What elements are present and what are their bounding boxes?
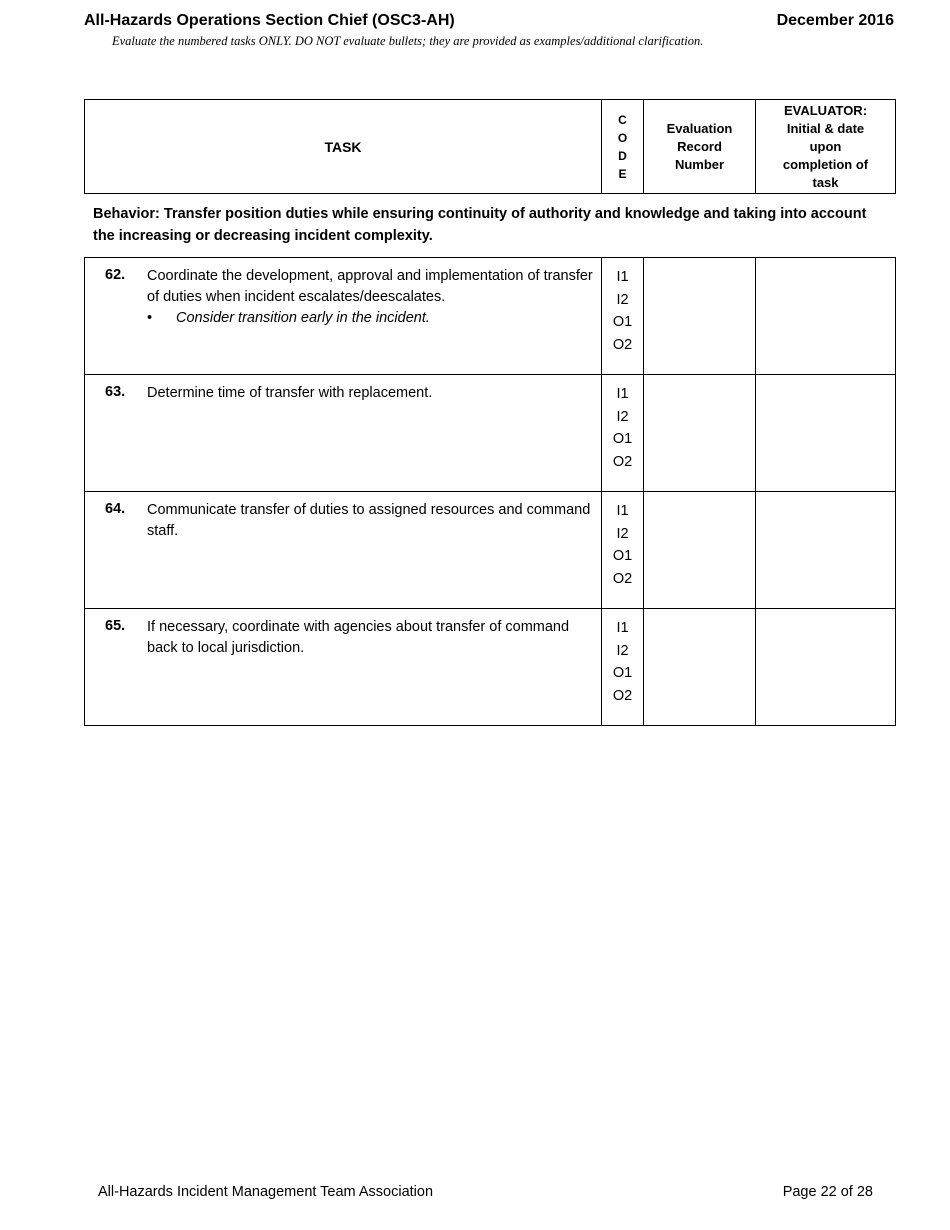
code-letter: O bbox=[617, 130, 628, 145]
document-date: December 2016 bbox=[776, 12, 894, 29]
task-column-header: TASK bbox=[85, 100, 602, 194]
evaluator-initial-cell[interactable] bbox=[756, 609, 896, 726]
header-line: Evaluation bbox=[666, 120, 733, 136]
table-row bbox=[85, 375, 896, 492]
code-cell bbox=[602, 258, 644, 375]
task-number: 64. bbox=[105, 501, 126, 517]
task-number: 65. bbox=[105, 618, 126, 634]
code-value: I2 bbox=[616, 525, 629, 542]
task-table bbox=[84, 257, 896, 726]
header-line: Initial & date bbox=[786, 120, 865, 136]
table-row bbox=[85, 609, 896, 726]
evaluation-record-cell[interactable] bbox=[644, 258, 756, 375]
evaluation-note: Evaluate the numbered tasks ONLY. DO NOT evaluate bullets; they are provided as examples/additional clarification. bbox=[112, 34, 704, 48]
behavior-statement: Behavior: Transfer position duties while ensuring continuity of authority and knowledge and taking into account the increasing or decreasing incident complexity. bbox=[93, 206, 867, 244]
evaluator-initial-cell[interactable] bbox=[756, 492, 896, 609]
code-value: I1 bbox=[616, 503, 629, 519]
table-row bbox=[85, 258, 896, 375]
evaluation-record-cell[interactable] bbox=[644, 492, 756, 609]
code-letter: E bbox=[618, 166, 627, 181]
task-number: 62. bbox=[105, 267, 126, 283]
code-value: O2 bbox=[612, 453, 633, 470]
code-value: O1 bbox=[612, 314, 633, 330]
task-cell bbox=[85, 609, 602, 726]
task-bullet: • Consider transition early in the incident. bbox=[147, 308, 593, 329]
header-line: completion of bbox=[782, 156, 869, 172]
evaluator-initial-cell[interactable] bbox=[756, 375, 896, 492]
code-letter: D bbox=[618, 148, 627, 163]
header-line: Number bbox=[674, 156, 725, 172]
code-value: I2 bbox=[616, 642, 629, 659]
evaluation-record-cell[interactable] bbox=[644, 375, 756, 492]
header-line: task bbox=[812, 174, 839, 190]
task-text: Determine time of transfer with replacement. bbox=[147, 385, 433, 401]
code-value: I2 bbox=[616, 408, 629, 425]
table-row bbox=[85, 492, 896, 609]
header-line: upon bbox=[809, 138, 842, 154]
code-value: I1 bbox=[616, 620, 629, 636]
code-column-header bbox=[602, 100, 644, 194]
code-value: O1 bbox=[612, 548, 633, 564]
code-value: I1 bbox=[616, 386, 629, 402]
footer-page-number: Page 22 of 28 bbox=[782, 1184, 873, 1200]
code-value: O2 bbox=[612, 336, 633, 353]
code-value: O2 bbox=[612, 687, 633, 704]
task-table-header bbox=[84, 99, 896, 194]
task-cell bbox=[85, 492, 602, 609]
task-text: Communicate transfer of duties to assigned resources and command staff. bbox=[147, 502, 591, 539]
code-letter: C bbox=[618, 112, 627, 127]
evaluator-initial-cell[interactable] bbox=[756, 258, 896, 375]
code-cell bbox=[602, 609, 644, 726]
task-text: If necessary, coordinate with agencies about transfer of command back to local jurisdiction. bbox=[147, 619, 570, 656]
footer-organization: All-Hazards Incident Management Team Association bbox=[98, 1184, 434, 1200]
task-cell bbox=[85, 375, 602, 492]
code-value: I2 bbox=[616, 291, 629, 308]
task-text: Coordinate the development, approval and implementation of transfer of duties when incident escalates/deescalates. bbox=[147, 268, 593, 305]
code-value: I1 bbox=[616, 269, 629, 285]
code-cell bbox=[602, 375, 644, 492]
code-value: O1 bbox=[612, 665, 633, 681]
code-value: O2 bbox=[612, 570, 633, 587]
task-cell bbox=[85, 258, 602, 375]
header-line: Record bbox=[677, 138, 722, 154]
evaluator-column-header bbox=[756, 100, 896, 194]
task-number: 63. bbox=[105, 384, 126, 400]
header-line: EVALUATOR: bbox=[783, 102, 868, 118]
code-value: O1 bbox=[612, 431, 633, 447]
document-title: All-Hazards Operations Section Chief (OSC3-AH) bbox=[84, 12, 455, 29]
evaluation-record-cell[interactable] bbox=[644, 609, 756, 726]
code-cell bbox=[602, 492, 644, 609]
evaluation-record-column-header bbox=[644, 100, 756, 194]
